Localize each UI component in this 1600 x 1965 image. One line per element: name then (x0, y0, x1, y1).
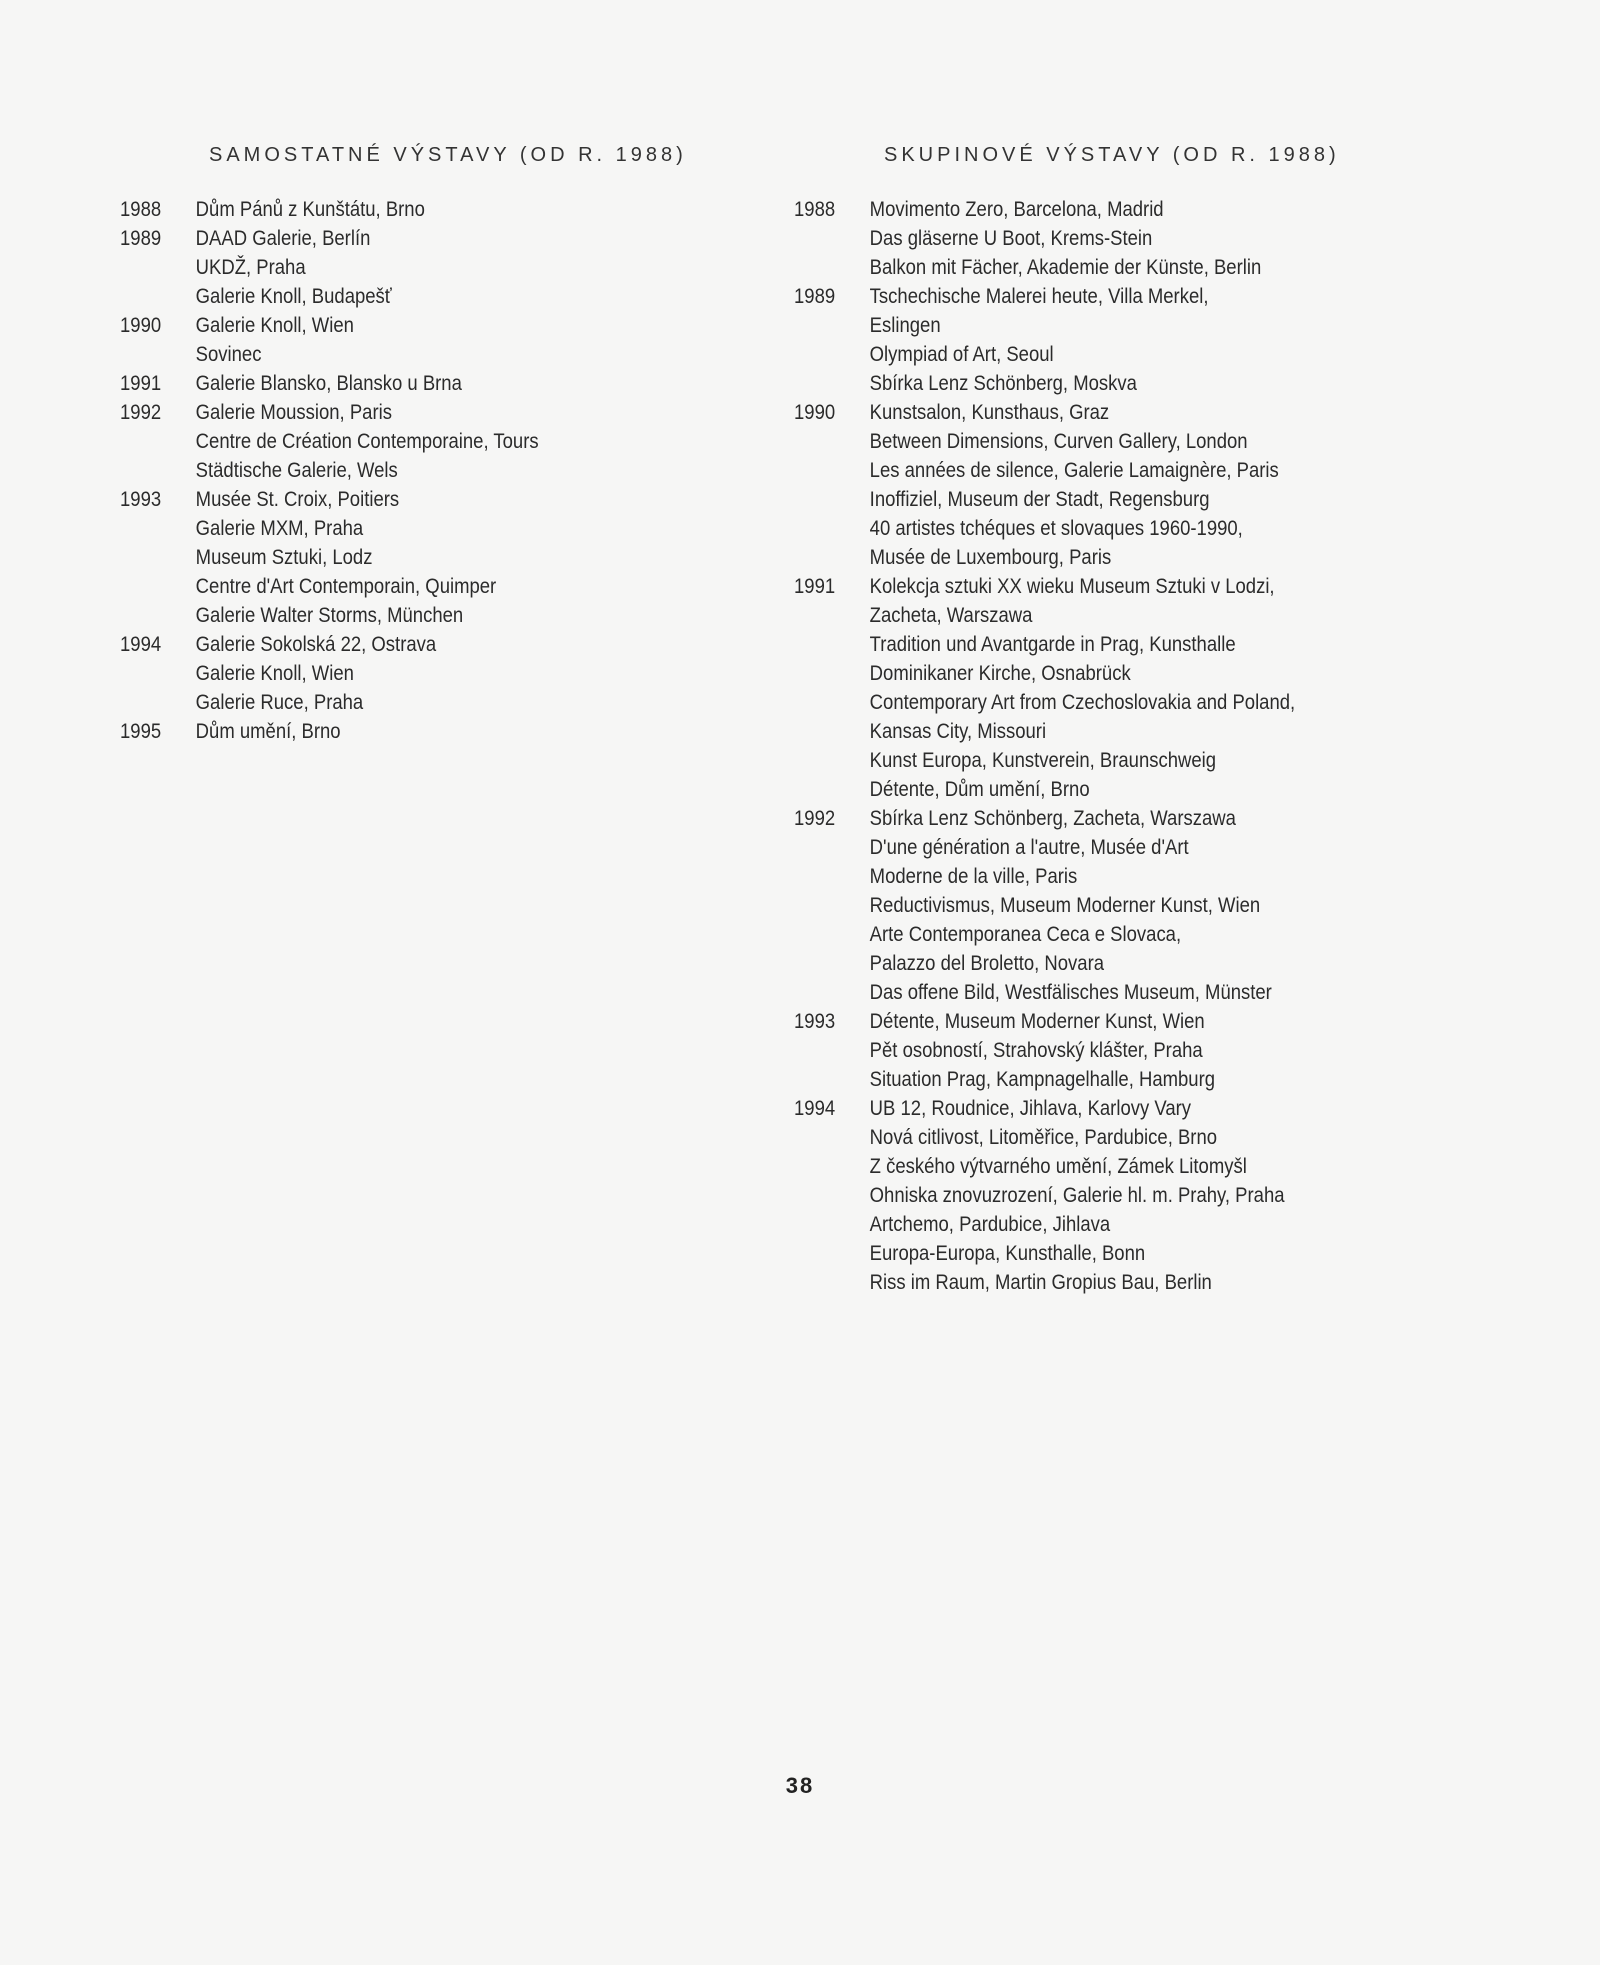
exhibition-entry: Centre de Création Contemporaine, Tours (195, 429, 539, 453)
exhibition-year (794, 862, 870, 891)
exhibition-year (120, 340, 196, 369)
exhibition-row (794, 717, 1295, 746)
exhibition-entry: Tradition und Avantgarde in Prag, Kunsthalle (869, 632, 1236, 656)
exhibition-year (794, 920, 870, 949)
exhibition-row (794, 369, 1295, 398)
exhibition-row (794, 891, 1295, 920)
exhibition-year (794, 688, 870, 717)
exhibition-row (120, 253, 539, 282)
exhibition-entry: Das offene Bild, Westfälisches Museum, Münster (869, 980, 1272, 1004)
exhibition-year (794, 1036, 870, 1065)
exhibition-year: 1991 (794, 574, 836, 598)
exhibition-entry: DAAD Galerie, Berlín (195, 226, 371, 250)
exhibition-entry: Reductivismus, Museum Moderner Kunst, Wien (869, 893, 1261, 917)
exhibition-entry: Situation Prag, Kampnagelhalle, Hamburg (869, 1067, 1216, 1091)
exhibition-year (120, 456, 196, 485)
exhibition-year (120, 253, 196, 282)
exhibition-row (120, 195, 539, 224)
exhibition-row (794, 456, 1295, 485)
exhibition-row (794, 1065, 1295, 1094)
exhibition-entry: Eslingen (869, 313, 941, 337)
exhibition-year: 1991 (120, 371, 162, 395)
exhibition-row (794, 543, 1295, 572)
exhibition-row (794, 485, 1295, 514)
exhibition-entry: Pět osobností, Strahovský klášter, Praha (869, 1038, 1203, 1062)
exhibition-entry: Galerie Ruce, Praha (195, 690, 364, 714)
exhibition-year (794, 1123, 870, 1152)
exhibition-entry: Galerie Knoll, Budapešť (195, 284, 392, 308)
exhibition-entry: Galerie Blansko, Blansko u Brna (195, 371, 462, 395)
exhibition-entry: Les années de silence, Galerie Lamaignère, Paris (869, 458, 1279, 482)
exhibition-entry: Dům Pánů z Kunštátu, Brno (195, 197, 425, 221)
exhibition-row (120, 630, 539, 659)
exhibition-year (794, 514, 870, 543)
exhibition-year: 1993 (120, 487, 162, 511)
exhibition-entry: Galerie Knoll, Wien (195, 313, 354, 337)
exhibition-year (794, 485, 870, 514)
exhibition-year (794, 746, 870, 775)
exhibition-entry: Galerie Moussion, Paris (195, 400, 392, 424)
exhibition-year (794, 1181, 870, 1210)
exhibition-row (794, 1036, 1295, 1065)
exhibition-year: 1989 (120, 226, 162, 250)
solo-exhibitions-heading: SAMOSTATNÉ VÝSTAVY (OD R. 1988) (209, 144, 687, 166)
exhibition-year: 1994 (120, 632, 162, 656)
exhibition-entry: Artchemo, Pardubice, Jihlava (869, 1212, 1111, 1236)
exhibition-entry: Dům umění, Brno (195, 719, 341, 743)
exhibition-entry: Sovinec (195, 342, 262, 366)
exhibition-row (794, 1152, 1295, 1181)
exhibition-row (794, 427, 1295, 456)
exhibition-entry: Kunst Europa, Kunstverein, Braunschweig (869, 748, 1217, 772)
exhibition-row (120, 282, 539, 311)
exhibition-year (120, 688, 196, 717)
exhibition-row (794, 949, 1295, 978)
exhibition-row (120, 543, 539, 572)
exhibition-entry: Between Dimensions, Curven Gallery, London (869, 429, 1248, 453)
exhibition-year: 1988 (794, 197, 836, 221)
exhibition-year (794, 949, 870, 978)
exhibition-year (794, 224, 870, 253)
exhibition-entry: Arte Contemporanea Ceca e Slovaca, (869, 922, 1182, 946)
exhibition-entry: Nová citlivost, Litoměřice, Pardubice, Brno (869, 1125, 1218, 1149)
exhibition-entry: Palazzo del Broletto, Novara (869, 951, 1105, 975)
exhibition-row (794, 398, 1295, 427)
exhibition-entry: Détente, Dům umění, Brno (869, 777, 1090, 801)
exhibition-row (120, 224, 539, 253)
exhibition-entry: Centre d'Art Contemporain, Quimper (195, 574, 497, 598)
exhibition-row (120, 311, 539, 340)
exhibition-entry: Galerie MXM, Praha (195, 516, 364, 540)
exhibition-row (794, 804, 1295, 833)
exhibition-row (794, 688, 1295, 717)
exhibition-row (794, 253, 1295, 282)
exhibition-entry: UB 12, Roudnice, Jihlava, Karlovy Vary (869, 1096, 1192, 1120)
exhibition-year: 1995 (120, 719, 162, 743)
exhibition-year: 1992 (120, 400, 162, 424)
exhibition-entry: Inoffiziel, Museum der Stadt, Regensburg (869, 487, 1210, 511)
exhibition-year: 1988 (120, 197, 162, 221)
exhibition-row (120, 659, 539, 688)
exhibition-row (120, 601, 539, 630)
exhibition-entry: UKDŽ, Praha (195, 255, 306, 279)
exhibition-entry: D'une génération a l'autre, Musée d'Art (869, 835, 1189, 859)
exhibition-year (120, 659, 196, 688)
exhibition-row (794, 224, 1295, 253)
exhibition-row (794, 1123, 1295, 1152)
exhibition-row (120, 398, 539, 427)
exhibition-entry: Das gläserne U Boot, Krems-Stein (869, 226, 1153, 250)
exhibition-year (794, 601, 870, 630)
exhibition-row (794, 340, 1295, 369)
exhibition-year (794, 833, 870, 862)
exhibition-year (120, 601, 196, 630)
exhibition-year (794, 775, 870, 804)
group-exhibitions-heading: SKUPINOVÉ VÝSTAVY (OD R. 1988) (884, 144, 1340, 166)
exhibition-row (794, 746, 1295, 775)
exhibition-row (794, 311, 1295, 340)
exhibition-year (794, 369, 870, 398)
exhibition-row (794, 775, 1295, 804)
exhibition-entry: Ohniska znovuzrození, Galerie hl. m. Prahy, Praha (869, 1183, 1285, 1207)
exhibition-entry: Kolekcja sztuki XX wieku Museum Sztuki v Lodzi, (869, 574, 1275, 598)
exhibition-year (120, 543, 196, 572)
exhibition-row (794, 833, 1295, 862)
exhibition-entry: Galerie Knoll, Wien (195, 661, 354, 685)
exhibition-row (794, 195, 1295, 224)
exhibition-year (794, 427, 870, 456)
exhibition-entry: Galerie Sokolská 22, Ostrava (195, 632, 437, 656)
exhibition-row (120, 456, 539, 485)
exhibition-entry: 40 artistes tchéques et slovaques 1960-1990, (869, 516, 1243, 540)
exhibition-row (794, 1239, 1295, 1268)
exhibition-year (794, 311, 870, 340)
exhibition-year: 1994 (794, 1096, 836, 1120)
exhibition-row (794, 630, 1295, 659)
exhibition-year (794, 1210, 870, 1239)
exhibition-year (794, 253, 870, 282)
exhibition-row (120, 369, 539, 398)
exhibition-year: 1993 (794, 1009, 836, 1033)
exhibition-row (120, 514, 539, 543)
exhibition-row (794, 1181, 1295, 1210)
exhibition-entry: Musée St. Croix, Poitiers (195, 487, 400, 511)
exhibition-year: 1992 (794, 806, 836, 830)
exhibition-entry: Kansas City, Missouri (869, 719, 1047, 743)
exhibition-row (794, 282, 1295, 311)
exhibition-row (794, 1210, 1295, 1239)
exhibition-entry: Sbírka Lenz Schönberg, Zacheta, Warszawa (869, 806, 1236, 830)
exhibition-year (794, 717, 870, 746)
exhibition-year (794, 340, 870, 369)
group-exhibitions-list (794, 195, 1377, 1297)
exhibition-entry: Europa-Europa, Kunsthalle, Bonn (869, 1241, 1146, 1265)
exhibition-entry: Dominikaner Kirche, Osnabrück (869, 661, 1131, 685)
exhibition-row (120, 717, 539, 746)
exhibition-year (794, 891, 870, 920)
exhibition-year (794, 1268, 870, 1297)
exhibition-year (794, 543, 870, 572)
exhibition-entry: Städtische Galerie, Wels (195, 458, 398, 482)
solo-exhibitions-list (120, 195, 607, 746)
exhibition-entry: Détente, Museum Moderner Kunst, Wien (869, 1009, 1205, 1033)
exhibition-row (794, 1094, 1295, 1123)
exhibition-entry: Sbírka Lenz Schönberg, Moskva (869, 371, 1137, 395)
page-number: 38 (785, 1773, 815, 1798)
exhibition-year (120, 427, 196, 456)
exhibition-year (794, 1065, 870, 1094)
exhibition-year (120, 572, 196, 601)
exhibition-row (794, 920, 1295, 949)
exhibition-year (794, 1152, 870, 1181)
exhibition-year (794, 456, 870, 485)
exhibition-entry: Riss im Raum, Martin Gropius Bau, Berlin (869, 1270, 1212, 1294)
exhibition-entry: Contemporary Art from Czechoslovakia and Poland, (869, 690, 1296, 714)
exhibition-entry: Zacheta, Warszawa (869, 603, 1033, 627)
exhibition-row (120, 688, 539, 717)
exhibition-year (794, 659, 870, 688)
exhibition-row (794, 1007, 1295, 1036)
exhibition-entry: Tschechische Malerei heute, Villa Merkel, (869, 284, 1209, 308)
exhibition-year (794, 1239, 870, 1268)
exhibition-entry: Musée de Luxembourg, Paris (869, 545, 1112, 569)
exhibition-row (794, 978, 1295, 1007)
exhibition-year (120, 514, 196, 543)
exhibition-year: 1989 (794, 284, 836, 308)
exhibition-year (794, 978, 870, 1007)
exhibition-row (794, 862, 1295, 891)
exhibition-row (120, 485, 539, 514)
exhibition-year (794, 630, 870, 659)
exhibition-row (794, 601, 1295, 630)
exhibition-entry: Museum Sztuki, Lodz (195, 545, 373, 569)
exhibition-row (120, 572, 539, 601)
exhibition-entry: Kunstsalon, Kunsthaus, Graz (869, 400, 1110, 424)
exhibition-row (120, 427, 539, 456)
exhibition-entry: Movimento Zero, Barcelona, Madrid (869, 197, 1164, 221)
exhibition-year: 1990 (120, 313, 162, 337)
exhibition-year (120, 282, 196, 311)
exhibition-entry: Balkon mit Fächer, Akademie der Künste, Berlin (869, 255, 1262, 279)
exhibition-row (794, 572, 1295, 601)
exhibition-entry: Olympiad of Art, Seoul (869, 342, 1054, 366)
exhibition-row (794, 1268, 1295, 1297)
exhibition-row (794, 659, 1295, 688)
exhibition-year: 1990 (794, 400, 836, 424)
exhibition-entry: Z českého výtvarného umění, Zámek Litomyšl (869, 1154, 1247, 1178)
exhibition-row (794, 514, 1295, 543)
exhibition-entry: Moderne de la ville, Paris (869, 864, 1078, 888)
exhibition-row (120, 340, 539, 369)
exhibition-entry: Galerie Walter Storms, München (195, 603, 464, 627)
